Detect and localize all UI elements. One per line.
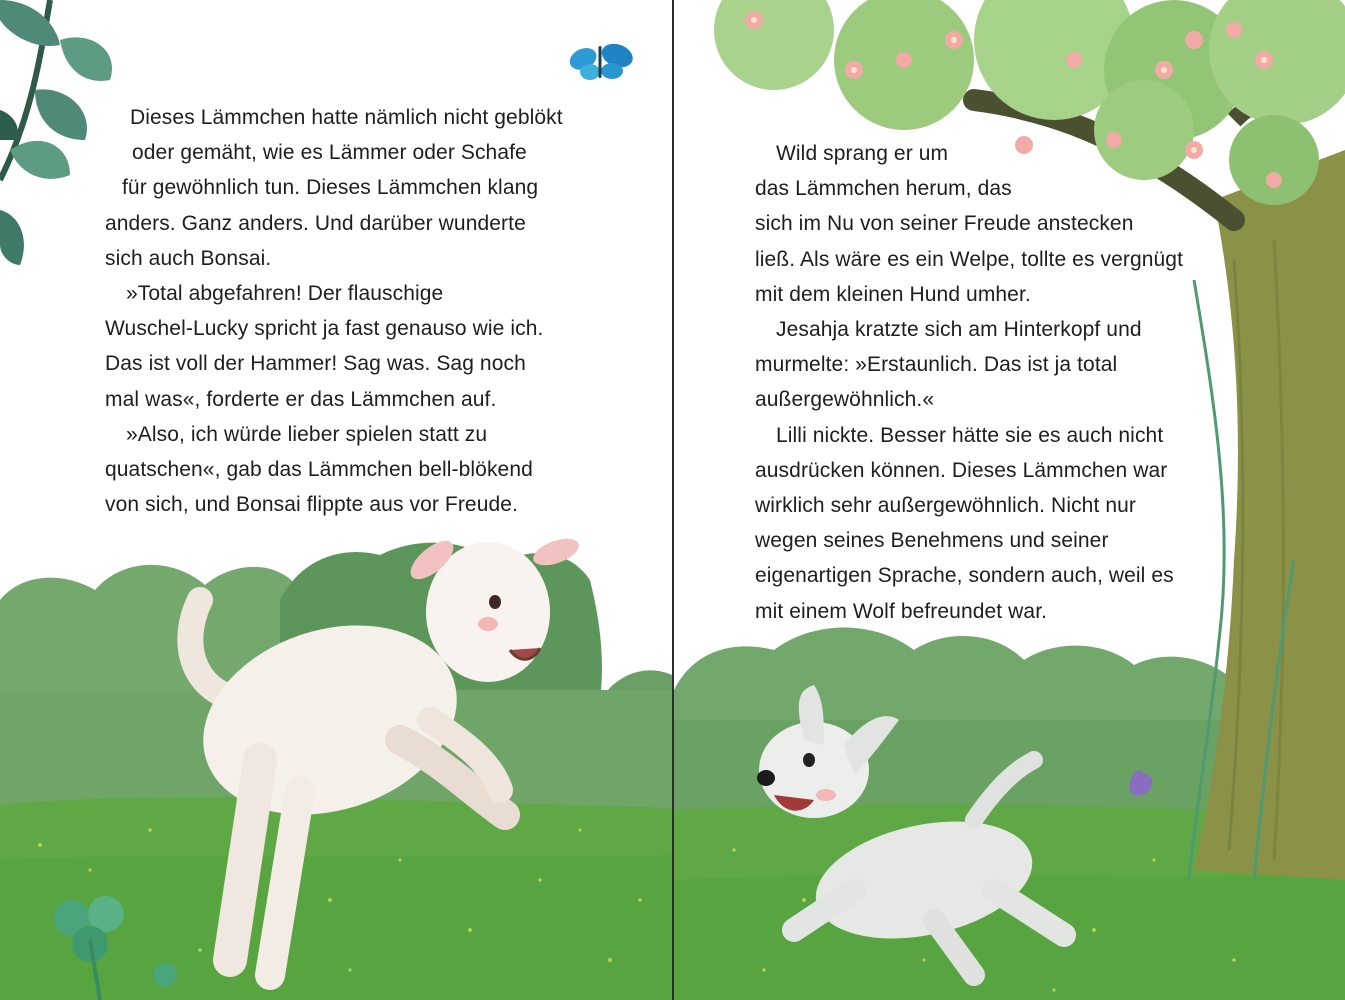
left-page	[0, 0, 672, 1000]
text-line: Dieses Lämmchen hatte nämlich nicht geblökt	[130, 106, 563, 129]
text-line: sich auch Bonsai.	[105, 246, 272, 270]
text-line: anders. Ganz anders. Und darüber wunderte	[105, 211, 526, 235]
right-page-text	[755, 136, 1235, 629]
text-line: von sich, und Bonsai flippte aus vor Freude.	[105, 493, 518, 517]
text-line: Das ist voll der Hammer! Sag was. Sag noch	[105, 352, 526, 376]
text-line: sich im Nu von seiner Freude anstecken	[755, 212, 1134, 236]
oak-branch	[0, 0, 112, 265]
text-line: Wild sprang er um	[776, 142, 949, 165]
text-line: murmelte: »Erstaunlich. Das ist ja total	[755, 353, 1118, 377]
text-line: mit dem kleinen Hund umher.	[755, 282, 1031, 306]
text-line: Jesahja kratzte sich am Hinterkopf und	[776, 318, 1142, 342]
text-line: mit einem Wolf befreundet war.	[755, 599, 1048, 623]
text-line: das Lämmchen herum, das	[755, 177, 1012, 201]
text-line: eigenartigen Sprache, sondern auch, weil es	[755, 564, 1174, 588]
text-line: ließ. Als wäre es ein Welpe, tollte es vergnügt	[755, 247, 1184, 271]
right-page	[674, 0, 1345, 1000]
text-line: ausdrücken können. Dieses Lämmchen war	[755, 458, 1168, 482]
left-page-text	[105, 100, 605, 522]
text-line: »Also, ich würde lieber spielen statt zu	[126, 422, 488, 446]
text-line: quatschen«, gab das Lämmchen bell-blökend	[105, 458, 533, 482]
butterfly-illustration	[566, 40, 636, 80]
text-line: außergewöhnlich.«	[755, 388, 935, 412]
text-line: oder gemäht, wie es Lämmer oder Schafe	[132, 141, 527, 165]
text-line: »Total abgefahren! Der flauschige	[126, 282, 444, 306]
text-line: mal was«, forderte er das Lämmchen auf.	[105, 387, 497, 411]
text-line: Wuschel-Lucky spricht ja fast genauso wie ich.	[105, 317, 544, 341]
text-line: wegen seines Benehmens und seiner	[755, 529, 1109, 553]
text-line: wirklich sehr außergewöhnlich. Nicht nur	[755, 494, 1136, 518]
text-line: für gewöhnlich tun. Dieses Lämmchen klang	[122, 176, 539, 200]
text-line: Lilli nickte. Besser hätte sie es auch nicht	[776, 423, 1164, 447]
